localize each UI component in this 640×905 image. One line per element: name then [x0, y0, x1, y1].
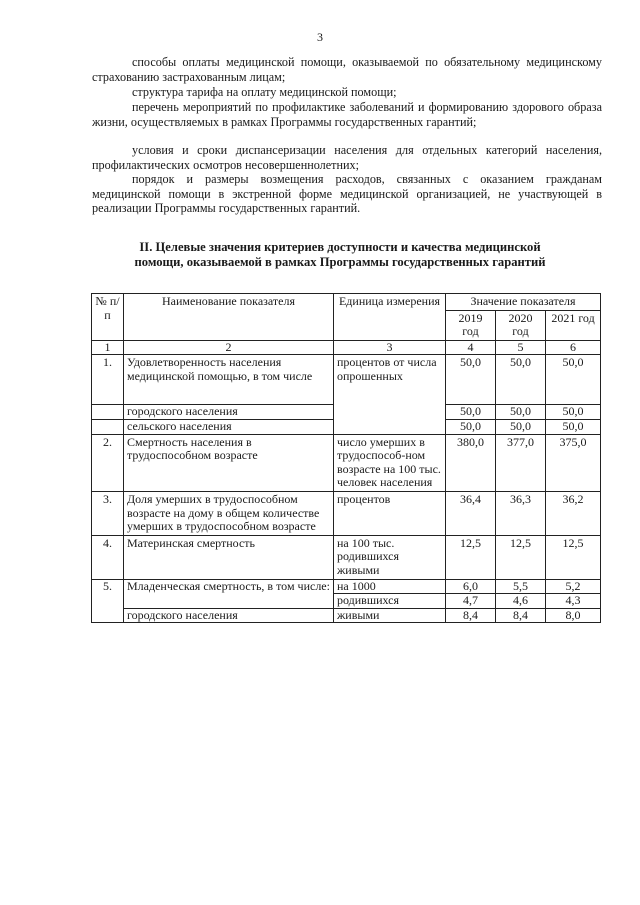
- row-unit: живыми: [334, 608, 446, 623]
- col-number: 1: [92, 340, 124, 355]
- row-unit: на 100 тыс. родившихся живыми: [334, 535, 446, 579]
- row-unit: на 1000: [334, 579, 446, 594]
- paragraph-reimbursement: порядок и размеры возмещения расходов, связанных с оказанием гражданам медицинской помощи в экстренной форме медицинской организацией, не участвующей в реализации Программы государственных гарантий.: [92, 172, 602, 216]
- table-row: [92, 535, 601, 579]
- row-num: [92, 405, 124, 420]
- value-2020: 8,4: [496, 608, 546, 623]
- header-year-2020: 2020 год: [496, 310, 546, 340]
- value-2019: 4,7: [446, 594, 496, 609]
- value-2021: 4,3: [546, 594, 601, 609]
- section-title: II. Целевые значения критериев доступности и качества медицинской помощи, оказываемой в рамках Программы государственных гарантий: [134, 240, 546, 269]
- value-2019: 8,4: [446, 608, 496, 623]
- value-2020: 4,6: [496, 594, 546, 609]
- value-2021: 375,0: [546, 434, 601, 491]
- value-2021: 12,5: [546, 535, 601, 579]
- value-2021: 36,2: [546, 491, 601, 535]
- row-name: городского населения: [124, 405, 334, 420]
- row-num: 1.: [92, 355, 124, 405]
- value-2020: 50,0: [496, 405, 546, 420]
- value-2019: 6,0: [446, 579, 496, 594]
- value-2019: 50,0: [446, 405, 496, 420]
- row-num: 4.: [92, 535, 124, 579]
- header-name: Наименование показателя: [124, 294, 334, 341]
- header-value: Значение показателя: [446, 294, 601, 311]
- value-2021: 50,0: [546, 405, 601, 420]
- row-num: 3.: [92, 491, 124, 535]
- table-row: [92, 434, 601, 491]
- row-unit: процентов: [334, 491, 446, 535]
- criteria-table: [91, 293, 601, 623]
- column-numbers-row: [92, 340, 601, 355]
- row-name: городского населения: [124, 608, 334, 623]
- row-name: сельского населения: [124, 419, 334, 434]
- paragraph-prevention: перечень мероприятий по профилактике заболеваний и формированию здорового образа жизни, осуществляемых в рамках Программы государственных гарантий;: [92, 100, 602, 129]
- row-name: Доля умерших в трудоспособном возрасте на дому в общем количестве умерших в трудоспособном возрасте: [124, 491, 334, 535]
- table-row: [92, 608, 601, 623]
- paragraph-dispensary: условия и сроки диспансеризации населения для отдельных категорий населения, профилактических осмотров несовершеннолетних;: [92, 143, 602, 172]
- header-num: № п/п: [92, 294, 124, 341]
- value-2019: 380,0: [446, 434, 496, 491]
- paragraph-tariff-structure: структура тарифа на оплату медицинской помощи;: [132, 85, 397, 99]
- table-row: [92, 355, 601, 405]
- value-2020: 377,0: [496, 434, 546, 491]
- row-name: Удовлетворенность населения медицинской помощью, в том числе: [124, 355, 334, 405]
- col-number: 4: [446, 340, 496, 355]
- header-year-2019: 2019 год: [446, 310, 496, 340]
- table-row: [92, 491, 601, 535]
- table-header-row: [92, 294, 601, 311]
- row-unit: родившихся: [334, 594, 446, 609]
- value-2021: 50,0: [546, 419, 601, 434]
- value-2019: 50,0: [446, 419, 496, 434]
- header-year-2021: 2021 год: [546, 310, 601, 340]
- row-name: Младенческая смертность, в том числе:: [124, 579, 334, 608]
- row-num: [92, 419, 124, 434]
- value-2019: 12,5: [446, 535, 496, 579]
- col-number: 2: [124, 340, 334, 355]
- row-num: 5.: [92, 579, 124, 623]
- value-2020: 50,0: [496, 419, 546, 434]
- row-unit: число умерших в трудоспособ-ном возрасте на 100 тыс. человек населения: [334, 434, 446, 491]
- header-unit: Единица измерения: [334, 294, 446, 341]
- page-number: 3: [317, 30, 323, 44]
- col-number: 6: [546, 340, 601, 355]
- value-2020: 50,0: [496, 355, 546, 405]
- paragraph-payment-methods: способы оплаты медицинской помощи, оказываемой по обязательному медицинскому страхованию застрахованным лицам;: [92, 55, 602, 84]
- row-name: Смертность населения в трудоспособном возрасте: [124, 434, 334, 491]
- value-2019: 36,4: [446, 491, 496, 535]
- value-2021: 50,0: [546, 355, 601, 405]
- value-2020: 36,3: [496, 491, 546, 535]
- value-2021: 5,2: [546, 579, 601, 594]
- col-number: 3: [334, 340, 446, 355]
- value-2020: 5,5: [496, 579, 546, 594]
- value-2020: 12,5: [496, 535, 546, 579]
- value-2021: 8,0: [546, 608, 601, 623]
- col-number: 5: [496, 340, 546, 355]
- row-unit: процентов от числа опрошенных: [334, 355, 446, 434]
- row-name: Материнская смертность: [124, 535, 334, 579]
- value-2019: 50,0: [446, 355, 496, 405]
- row-num: 2.: [92, 434, 124, 491]
- table-row: [92, 579, 601, 594]
